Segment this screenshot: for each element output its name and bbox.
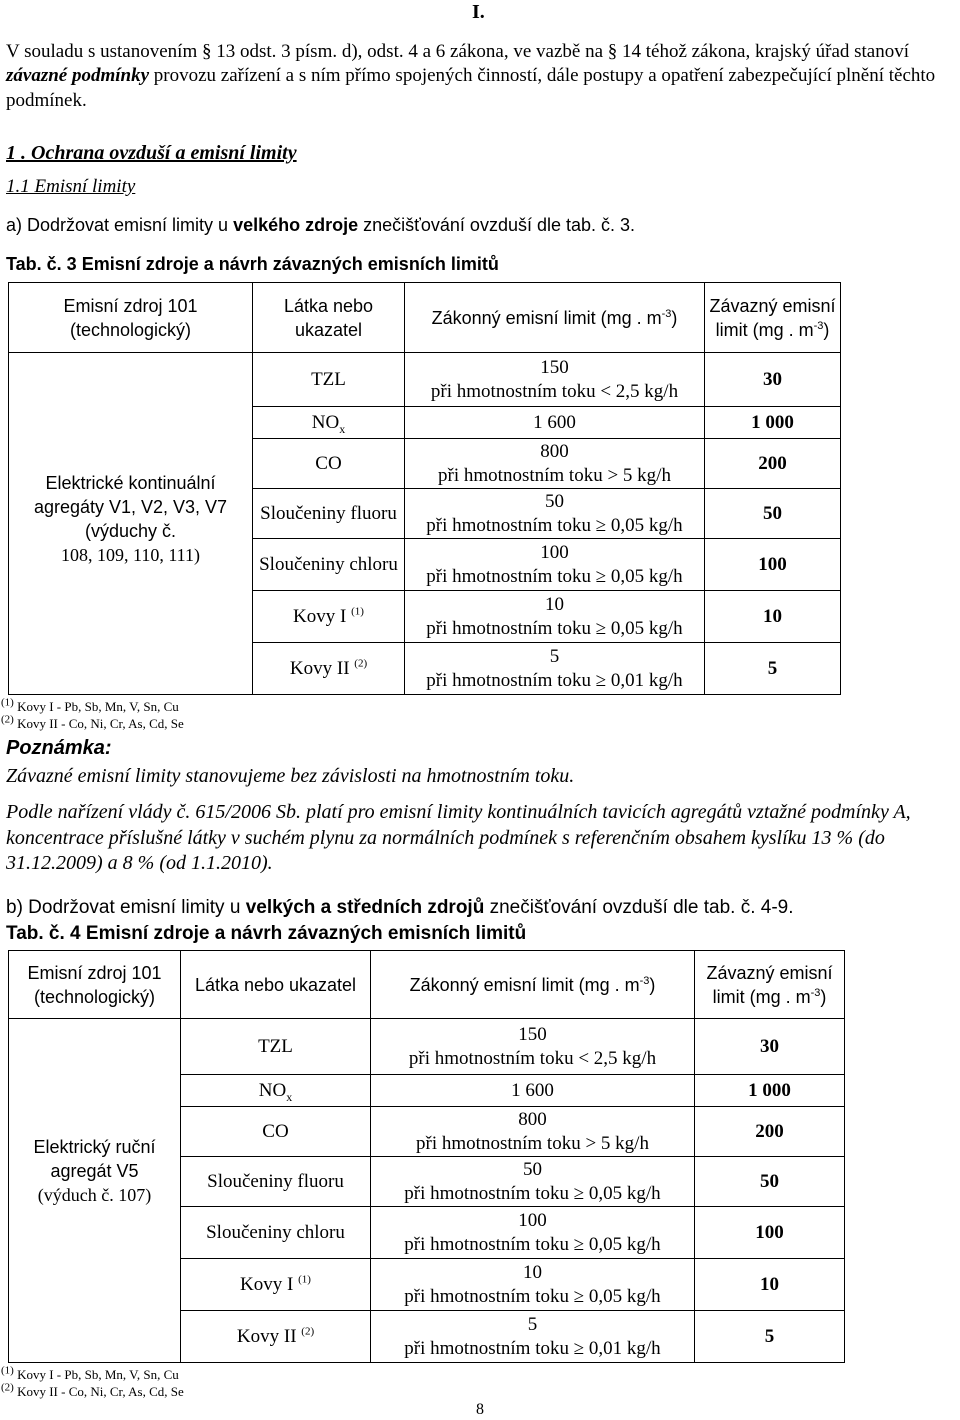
legal-limit-cell	[405, 539, 705, 591]
header-source: Emisní zdroj 101 (technologický)	[9, 283, 253, 353]
table-header-row	[9, 951, 845, 1019]
substance-name: Kovy I	[240, 1273, 294, 1295]
binding-limit-cell: 5	[705, 643, 841, 695]
header-legal-close: )	[671, 307, 678, 328]
legal-limit-cell	[371, 1107, 695, 1157]
substance-cell	[181, 1207, 371, 1259]
footnote-text: Kovy II - Co, Ni, Cr, As, Cd, Se	[17, 1384, 184, 1399]
legal-limit-value: 800	[518, 1108, 547, 1130]
substance-subscript: x	[339, 421, 346, 436]
header-legal-limit	[371, 951, 695, 1019]
binding-limit-cell: 1 000	[695, 1075, 845, 1107]
header-legal-text: Zákonný emisní limit (mg . m	[431, 307, 662, 328]
binding-limit-cell: 1 000	[705, 407, 841, 439]
intro-end: provozu zařízení a s ním přímo spojených činností, dále postupy a opatření zabezpečující plnění těchto podmínek.	[6, 65, 936, 111]
legal-limit-value: 1 600	[533, 411, 576, 433]
source-line: agregáty V1, V2, V3, V7	[33, 497, 228, 517]
header-legal-close: )	[649, 974, 656, 995]
substance-name: Kovy I	[293, 605, 347, 627]
table4-caption: Tab. č. 4 Emisní zdroje a návrh závazných emisních limitů	[6, 923, 527, 944]
legal-limit-condition: při hmotnostním toku < 2,5 kg/h	[408, 1047, 657, 1069]
legal-limit-cell	[371, 1019, 695, 1075]
legal-limit-value: 100	[518, 1209, 547, 1231]
heading-air-protection: 1 . Ochrana ovzduší a emisní limity	[6, 142, 297, 164]
header-binding-close: )	[823, 319, 830, 340]
footnote-mark: (2)	[1, 713, 14, 726]
substance-cell	[253, 489, 405, 539]
legal-limit-cell	[371, 1075, 695, 1107]
header-legal-exp: -3	[661, 307, 672, 320]
legal-limit-condition: při hmotnostním toku ≥ 0,01 kg/h	[426, 669, 683, 691]
legal-limit-condition: při hmotnostním toku ≥ 0,05 kg/h	[404, 1285, 661, 1307]
legal-limit-value: 5	[549, 645, 560, 667]
regulation-italic: Podle nařízení vlády č. 615/2006 Sb.	[6, 801, 301, 823]
table-header-row	[9, 283, 841, 353]
legal-limit-value: 50	[523, 1158, 542, 1180]
footnote-mark: (1)	[1, 696, 14, 709]
legal-limit-cell	[371, 1207, 695, 1259]
legal-limit-value: 150	[518, 1023, 547, 1045]
substance-cell	[181, 1019, 371, 1075]
legal-limit-condition: při hmotnostním toku > 5 kg/h	[416, 1132, 649, 1154]
substance-name: TZL	[258, 1035, 293, 1057]
regulation-paragraph	[6, 800, 956, 877]
table-row	[9, 353, 841, 407]
substance-cell	[253, 643, 405, 695]
header-substance: Látka nebo ukazatel	[253, 283, 405, 353]
item-b-bold: velkých a středních zdrojů	[245, 897, 485, 918]
substance-name: CO	[315, 452, 342, 474]
binding-limit-cell: 50	[705, 489, 841, 539]
legal-limit-cell	[371, 1157, 695, 1207]
legal-limit-value: 50	[545, 490, 564, 512]
substance-cell	[181, 1075, 371, 1107]
item-b	[6, 896, 794, 920]
intro-bold: závazné podmínky	[6, 65, 150, 87]
legal-limit-value: 10	[545, 593, 564, 615]
substance-subscript: x	[286, 1089, 293, 1104]
legal-limit-condition: při hmotnostním toku ≥ 0,05 kg/h	[426, 617, 683, 639]
substance-cell	[181, 1107, 371, 1157]
legal-limit-cell	[405, 591, 705, 643]
source-line: (výduchy č.	[84, 521, 177, 541]
header-binding-limit	[695, 951, 845, 1019]
legal-limit-condition: při hmotnostním toku > 5 kg/h	[438, 464, 671, 486]
item-b-pre: b) Dodržovat emisní limity u	[6, 897, 246, 918]
header-substance: Látka nebo ukazatel	[181, 951, 371, 1019]
binding-limit-cell: 30	[695, 1019, 845, 1075]
substance-cell	[181, 1157, 371, 1207]
substance-name: Sloučeniny fluoru	[207, 1170, 344, 1192]
binding-limit-cell: 100	[695, 1207, 845, 1259]
table3	[1, 282, 841, 731]
legal-limit-condition: při hmotnostním toku ≥ 0,01 kg/h	[404, 1337, 661, 1359]
source-line: agregát V5	[50, 1161, 139, 1181]
legal-limit-value: 10	[523, 1261, 542, 1283]
legal-limit-cell	[405, 439, 705, 489]
binding-limit-cell: 30	[705, 353, 841, 407]
item-a	[6, 214, 635, 237]
source-line: Elektrické kontinuální	[45, 473, 216, 493]
header-binding-exp: -3	[813, 319, 824, 332]
emission-source-cell	[1, 1019, 184, 1399]
item-a-post: znečišťování ovzduší dle tab. č. 3.	[358, 215, 636, 235]
legal-limit-condition: při hmotnostním toku ≥ 0,05 kg/h	[404, 1182, 661, 1204]
legal-limit-condition: při hmotnostním toku ≥ 0,05 kg/h	[404, 1233, 661, 1255]
legal-limit-value: 800	[540, 440, 569, 462]
source-line: (výduch č. 107)	[37, 1185, 152, 1205]
item-a-bold: velkého zdroje	[233, 215, 359, 235]
emission-source-cell	[1, 353, 253, 731]
regulation-rest: platí pro emisní limity kontinuálních tavicích agregátů vztažné podmínky A, koncentrace příslušné látky v suchém plynu za normálních podmínek s referenčním obsahem kyslíku 13 % (do 31.12.2009) a 8 % (od 1.1.2010).	[6, 801, 911, 875]
substance-cell	[253, 407, 405, 439]
note-text: Závazné emisní limity stanovujeme bez závislosti na hmotnostním toku.	[6, 764, 575, 787]
substance-cell	[181, 1259, 371, 1311]
source-line: Elektrický ruční	[33, 1137, 156, 1157]
legal-limit-cell	[405, 353, 705, 407]
footnote	[1, 1383, 184, 1400]
footnote-mark: (2)	[1, 1381, 14, 1394]
footnote-mark: (1)	[1, 1364, 14, 1377]
table-row	[9, 1019, 845, 1075]
substance-name: TZL	[311, 368, 346, 390]
intro-text: V souladu s ustanovením § 13 odst. 3 písm. d), odst. 4 a 6 zákona, ve vazbě na § 14 téhož zákona, krajský úřad stanoví	[6, 41, 910, 62]
substance-cell	[181, 1311, 371, 1363]
legal-limit-cell	[405, 489, 705, 539]
binding-limit-cell: 50	[695, 1157, 845, 1207]
footnotes	[1, 698, 184, 732]
legal-limit-value: 150	[540, 356, 569, 378]
substance-cell	[253, 591, 405, 643]
table3-caption: Tab. č. 3 Emisní zdroje a návrh závazných emisních limitů	[6, 254, 499, 274]
note-label: Poznámka:	[6, 737, 112, 759]
header-binding-text: Závazný emisní limit (mg . m	[706, 962, 833, 1007]
footnote	[1, 698, 184, 715]
legal-limit-condition: při hmotnostním toku ≥ 0,05 kg/h	[426, 514, 683, 536]
footnotes	[1, 1366, 184, 1400]
footnote-text: Kovy I - Pb, Sb, Mn, V, Sn, Cu	[17, 699, 179, 714]
substance-name: Sloučeniny fluoru	[260, 502, 397, 524]
substance-name: Sloučeniny chloru	[259, 553, 398, 575]
footnote-text: Kovy I - Pb, Sb, Mn, V, Sn, Cu	[17, 1367, 179, 1382]
binding-limit-cell: 200	[705, 439, 841, 489]
footnote-text: Kovy II - Co, Ni, Cr, As, Cd, Se	[17, 716, 184, 731]
intro-paragraph	[6, 40, 954, 113]
header-binding-text: Závazný emisní limit (mg . m	[709, 295, 836, 340]
legal-limit-value: 100	[540, 541, 569, 563]
heading-emission-limits: 1.1 Emisní limity	[6, 176, 136, 197]
header-binding-limit	[705, 283, 841, 353]
note-section	[6, 736, 574, 789]
header-binding-exp: -3	[810, 986, 821, 999]
substance-footnote-ref: (2)	[354, 657, 368, 670]
substance-name: NO	[311, 411, 340, 433]
substance-name: Sloučeniny chloru	[206, 1221, 345, 1243]
binding-limit-cell: 10	[705, 591, 841, 643]
legal-limit-condition: při hmotnostním toku ≥ 0,05 kg/h	[426, 565, 683, 587]
header-legal-exp: -3	[639, 974, 650, 987]
substance-footnote-ref: (1)	[298, 1273, 311, 1286]
header-binding-close: )	[820, 986, 827, 1007]
legal-limit-cell	[405, 643, 705, 695]
header-source: Emisní zdroj 101 (technologický)	[9, 951, 181, 1019]
footnote	[1, 1366, 184, 1383]
legal-limit-cell	[371, 1311, 695, 1363]
substance-cell	[253, 439, 405, 489]
table4	[1, 950, 845, 1399]
substance-name: NO	[258, 1079, 287, 1101]
item-b-post: znečišťování ovzduší dle tab. č. 4-9.	[484, 897, 794, 918]
legal-limit-condition: při hmotnostním toku < 2,5 kg/h	[430, 380, 679, 402]
substance-name: CO	[262, 1120, 289, 1142]
section-number: I.	[472, 1, 485, 23]
legal-limit-cell	[371, 1259, 695, 1311]
item-a-pre: a) Dodržovat emisní limity u	[6, 215, 234, 235]
binding-limit-cell: 100	[705, 539, 841, 591]
substance-cell	[253, 353, 405, 407]
page-number: 8	[476, 1401, 484, 1418]
substance-footnote-ref: (1)	[351, 605, 364, 618]
source-line: 108, 109, 110, 111)	[61, 545, 200, 565]
legal-limit-value: 5	[527, 1313, 538, 1335]
header-legal-limit	[405, 283, 705, 353]
header-legal-text: Zákonný emisní limit (mg . m	[409, 974, 640, 995]
binding-limit-cell: 10	[695, 1259, 845, 1311]
footnote	[1, 715, 184, 732]
binding-limit-cell: 5	[695, 1311, 845, 1363]
binding-limit-cell: 200	[695, 1107, 845, 1157]
substance-name: Kovy II	[236, 1325, 297, 1347]
legal-limit-value: 1 600	[511, 1079, 554, 1101]
substance-name: Kovy II	[289, 657, 350, 679]
substance-footnote-ref: (2)	[301, 1325, 315, 1338]
substance-cell	[253, 539, 405, 591]
legal-limit-cell	[405, 407, 705, 439]
